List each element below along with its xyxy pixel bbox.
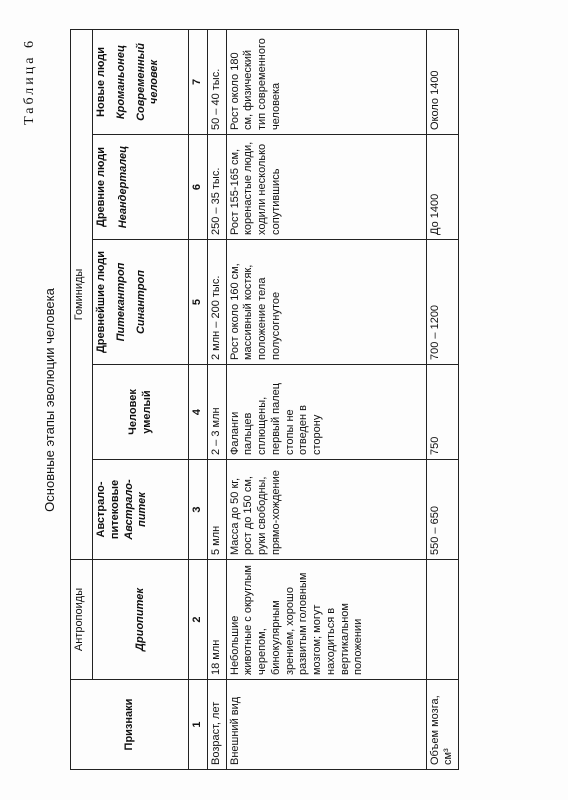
cell-appearance: Фаланги пальцев сплющены, первый палец стопы не отведен в сторону (226, 365, 426, 460)
header-oldest-people-name: Древнейшие люди (95, 250, 107, 354)
column-number: 3 (189, 460, 208, 560)
cell-appearance: Рост около 180 см, физический тип современного человека (226, 29, 426, 134)
header-priznaki: Признаки (71, 680, 189, 770)
header-oldest-people (93, 240, 189, 365)
column-number: 4 (189, 365, 208, 460)
header-anthropoids: Антропоиды (71, 560, 93, 680)
cell-age: 18 млн (207, 560, 226, 680)
cell-appearance: Рост около 160 см, массивный костяк, положение тела полусогнутое (226, 240, 426, 365)
column-number: 2 (189, 560, 208, 680)
table-number: Таблица 6 (22, 38, 37, 125)
header-modern-human: Современный человек (134, 43, 161, 121)
row-label-brain: Объем мозга, см³ (426, 680, 459, 770)
header-hominids: Гоминиды (71, 29, 93, 559)
header-ancient-people (93, 135, 189, 240)
cell-brain: 750 (426, 365, 459, 460)
column-number: 5 (189, 240, 208, 365)
header-cromagnon: Кроманьонец (114, 44, 127, 120)
cell-brain: До 1400 (426, 135, 459, 240)
rotated-table-container (22, 30, 510, 770)
header-new-people (93, 29, 189, 134)
table-row (426, 29, 459, 769)
row-label-age: Возраст, лет (207, 680, 226, 770)
header-sinanthropus: Синантроп (134, 270, 147, 335)
table-caption: Основные этапы эволюции человека (42, 288, 57, 512)
cell-age: 2 – 3 млн (207, 365, 226, 460)
table-row (207, 29, 226, 769)
header-ancient-people-name: Древние люди (95, 147, 107, 227)
column-number: 1 (189, 680, 208, 770)
cell-appearance: Масса до 50 кг, рост до 150 см, руки свободны, прямо-хождение (226, 460, 426, 560)
header-homo-habilis: Человек умелый (93, 365, 189, 460)
header-neanderthal: Неандерталец (116, 145, 129, 229)
row-label-appearance: Внешний вид (226, 680, 426, 770)
cell-brain (426, 560, 459, 680)
header-pithecanthropus: Питекантроп (114, 262, 127, 342)
column-number: 6 (189, 135, 208, 240)
header-dryopithecus: Дриопитек (93, 560, 189, 680)
header-australopithecines (93, 460, 189, 560)
cell-age: 5 млн (207, 460, 226, 560)
cell-age: 2 млн – 200 тыс. (207, 240, 226, 365)
table-row (226, 29, 426, 769)
header-australopithecines-name: Австрало-питековые (95, 479, 121, 540)
cell-brain: 550 – 650 (426, 460, 459, 560)
cell-appearance: Рост 155-165 см, коренастые люди, ходили несколько сопутившись (226, 135, 426, 240)
cell-age: 250 – 35 тыс. (207, 135, 226, 240)
cell-brain: Около 1400 (426, 29, 459, 134)
evolution-table (70, 29, 459, 770)
header-australopithecus-sub: Австрало-питек (122, 479, 149, 540)
header-new-people-name: Новые люди (95, 46, 107, 117)
cell-appearance: Небольшие животные с округлым черепом, бинокулярным зрением, хорошо развитым головным мозгом; могут находиться в вертикальном положении (226, 560, 426, 680)
cell-age: 50 – 40 тыс. (207, 29, 226, 134)
cell-brain: 700 – 1200 (426, 240, 459, 365)
column-number: 7 (189, 29, 208, 134)
